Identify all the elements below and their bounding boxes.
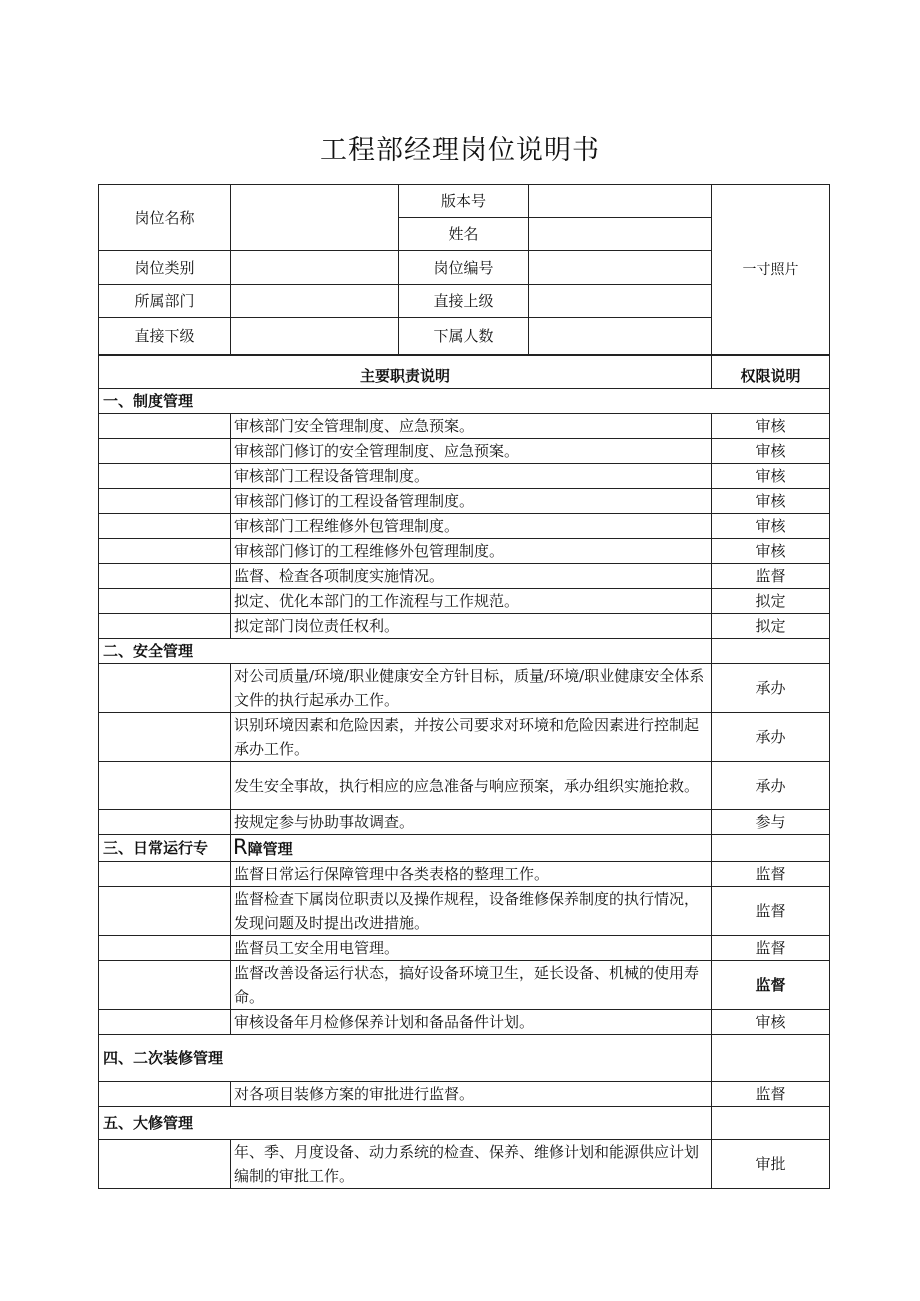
value-position-number — [529, 251, 712, 285]
authority-text: 承办 — [712, 664, 830, 713]
section-title: 三、日常运行专 — [99, 835, 231, 862]
duty-text: 审核部门工程设备管理制度。 — [231, 464, 712, 489]
table-row — [99, 464, 830, 489]
label-position-number: 岗位编号 — [399, 251, 529, 285]
authority-text: 监督 — [712, 1082, 830, 1107]
table-row — [99, 1082, 830, 1107]
duty-text: 发生安全事故，执行相应的应急准备与响应预案，承办组织实施抢救。 — [231, 762, 712, 810]
duty-text: 对各项目装修方案的审批进行监督。 — [231, 1082, 712, 1107]
authority-text: 监督 — [712, 887, 830, 936]
value-position-name — [231, 185, 399, 251]
duty-text: 审核部门修订的安全管理制度、应急预案。 — [231, 439, 712, 464]
value-subordinate-count — [529, 318, 712, 355]
duty-text: 审核部门修订的工程设备管理制度。 — [231, 489, 712, 514]
authority-text: 审核 — [712, 439, 830, 464]
authority-text: 审核 — [712, 1010, 830, 1035]
authority-text: 审核 — [712, 489, 830, 514]
authority-text: 拟定 — [712, 614, 830, 639]
col-header-main-duties: 主要职责说明 — [99, 356, 712, 389]
label-direct-subordinate: 直接下级 — [99, 318, 231, 355]
duty-text: 按规定参与协助事故调查。 — [231, 810, 712, 835]
duties-table — [98, 355, 830, 1189]
authority-text: 审核 — [712, 539, 830, 564]
section-title-glyph: R — [233, 835, 248, 859]
table-row — [99, 439, 830, 464]
table-row — [99, 1140, 830, 1189]
table-row — [99, 862, 830, 887]
section-title-tail: 障管理 — [247, 840, 293, 858]
duty-text: 年、季、月度设备、动力系统的检查、保养、维修计划和能源供应计划编制的审批工作。 — [231, 1140, 712, 1189]
section-title: 四、二次装修管理 — [99, 1035, 712, 1082]
duty-text: 监督改善设备运行状态，搞好设备环境卫生，延长设备、机械的使用寿命。 — [231, 961, 712, 1010]
table-row — [99, 664, 830, 713]
duty-text: 识别环境因素和危险因素，并按公司要求对环境和危险因素进行控制起承办工作。 — [231, 713, 712, 762]
table-row — [99, 713, 830, 762]
section-header-row — [99, 1035, 830, 1082]
value-name — [529, 218, 712, 251]
duty-text: 拟定、优化本部门的工作流程与工作规范。 — [231, 589, 712, 614]
table-row — [99, 539, 830, 564]
table-row — [99, 614, 830, 639]
section-title: 二、安全管理 — [99, 639, 712, 664]
authority-text: 监督 — [712, 961, 830, 1010]
authority-text: 承办 — [712, 713, 830, 762]
duty-text: 对公司质量/环境/职业健康安全方针目标，质量/环境/职业健康安全体系文件的执行起承办工作。 — [231, 664, 712, 713]
duty-text: 审核部门工程维修外包管理制度。 — [231, 514, 712, 539]
value-direct-superior — [529, 285, 712, 318]
table-row — [99, 589, 830, 614]
label-name: 姓名 — [399, 218, 529, 251]
label-position-category: 岗位类别 — [99, 251, 231, 285]
value-position-category — [231, 251, 399, 285]
duty-text: 监督检查下属岗位职责以及操作规程，设备维修保养制度的执行情况，发现问题及时提出改进措施。 — [231, 887, 712, 936]
table-row — [99, 936, 830, 961]
duty-text: 监督日常运行保障管理中各类表格的整理工作。 — [231, 862, 712, 887]
position-info-table — [98, 184, 830, 355]
authority-text: 审批 — [712, 1140, 830, 1189]
label-department: 所属部门 — [99, 285, 231, 318]
label-version: 版本号 — [399, 185, 529, 218]
section-header-row — [99, 835, 830, 862]
table-row — [99, 961, 830, 1010]
duty-text: 拟定部门岗位责任权利。 — [231, 614, 712, 639]
section-header-row — [99, 1107, 830, 1140]
section-title: 一、制度管理 — [99, 389, 830, 414]
label-position-name: 岗位名称 — [99, 185, 231, 251]
authority-text: 监督 — [712, 936, 830, 961]
label-direct-superior: 直接上级 — [399, 285, 529, 318]
table-row — [99, 489, 830, 514]
duty-text: 监督员工安全用电管理。 — [231, 936, 712, 961]
col-header-authority: 权限说明 — [712, 356, 830, 389]
table-row — [99, 514, 830, 539]
table-row — [99, 762, 830, 810]
label-subordinate-count: 下属人数 — [399, 318, 529, 355]
authority-text: 监督 — [712, 564, 830, 589]
authority-text: 审核 — [712, 414, 830, 439]
duty-text: 监督、检查各项制度实施情况。 — [231, 564, 712, 589]
section-header-row — [99, 639, 830, 664]
table-row — [99, 564, 830, 589]
authority-text: 审核 — [712, 464, 830, 489]
table-row — [99, 887, 830, 936]
value-direct-subordinate — [231, 318, 399, 355]
document-title: 工程部经理岗位说明书 — [320, 135, 600, 166]
authority-text: 审核 — [712, 514, 830, 539]
authority-text: 参与 — [712, 810, 830, 835]
duty-text: 审核部门修订的工程维修外包管理制度。 — [231, 539, 712, 564]
section-title: 五、大修管理 — [99, 1107, 712, 1140]
section-header-row — [99, 389, 830, 414]
duty-text: 审核设备年月检修保养计划和备品备件计划。 — [231, 1010, 712, 1035]
photo-placeholder: 一寸照片 — [712, 185, 830, 355]
value-version — [529, 185, 712, 218]
authority-text: 监督 — [712, 862, 830, 887]
value-department — [231, 285, 399, 318]
table-row — [99, 1010, 830, 1035]
authority-text: 拟定 — [712, 589, 830, 614]
table-row — [99, 810, 830, 835]
authority-text: 承办 — [712, 762, 830, 810]
table-row — [99, 414, 830, 439]
duty-text: 审核部门安全管理制度、应急预案。 — [231, 414, 712, 439]
